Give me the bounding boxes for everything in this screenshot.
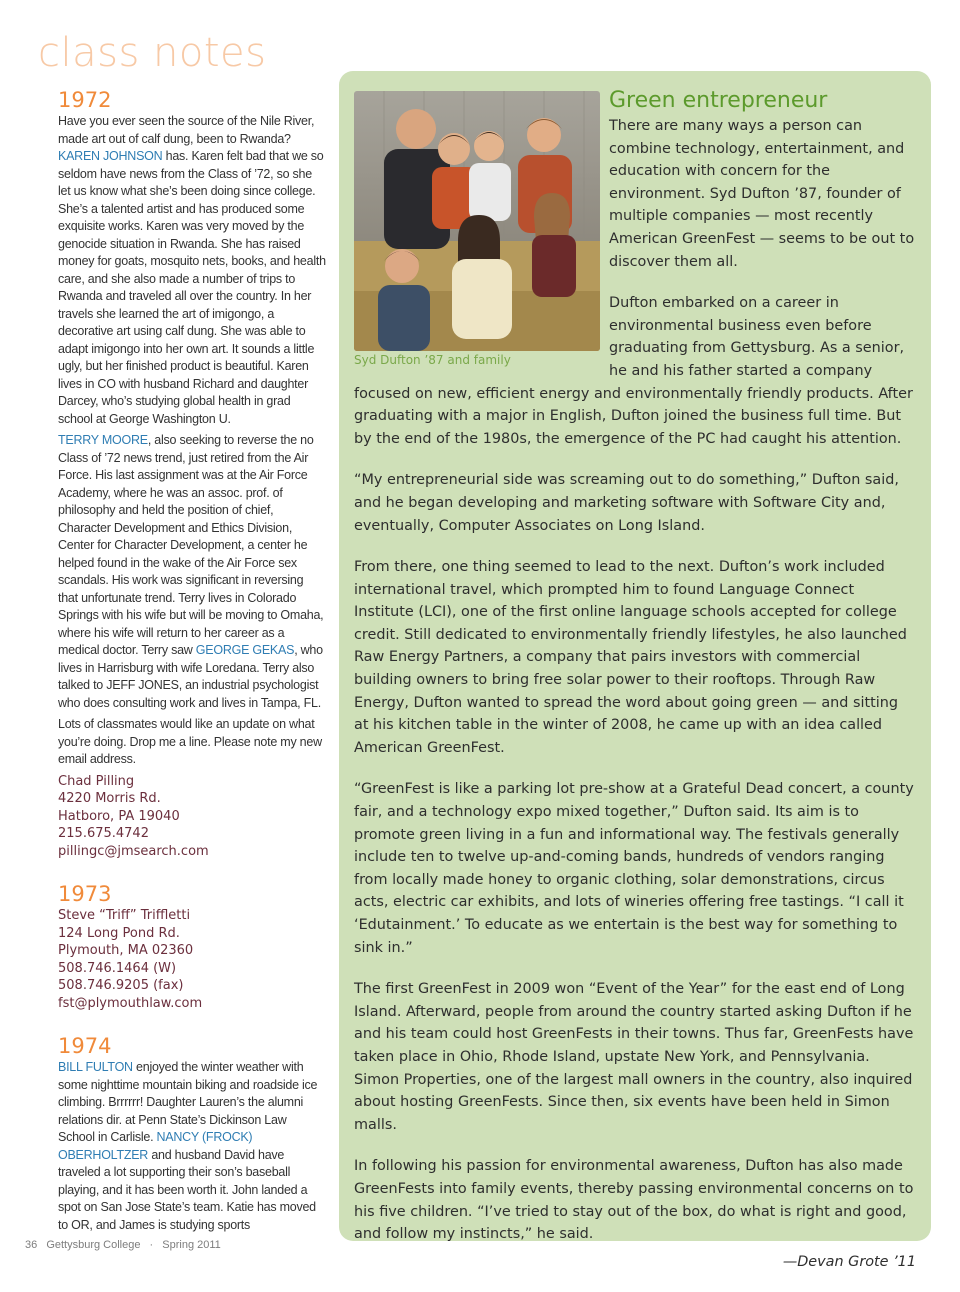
year-heading-1973: 1973: [58, 882, 112, 906]
footer-separator: ·: [149, 1239, 154, 1251]
note-paragraph: Lots of classmates would like an update on what you’re doing. Drop me a line. Please note my new email address.: [58, 717, 322, 766]
contact-phone-work: 508.746.1464 (W): [58, 960, 177, 976]
contact-street: 124 Long Pond Rd.: [58, 925, 180, 941]
photo-wrap-spacer: [354, 115, 609, 377]
article-paragraph: In following his passion for environmental awareness, Dufton has also made GreenFests into family events, thereby passing environmental concerns on to his five children. “I’ve tried to stay out of the box, do what is right and good, and follow my instincts,” he said.: [354, 1158, 914, 1243]
contact-email[interactable]: pillingc@jmsearch.com: [58, 843, 209, 859]
contact-name: Chad Pilling: [58, 773, 135, 789]
feature-title: Green entrepreneur: [609, 88, 828, 113]
contact-name: Steve “Triff” Triffletti: [58, 908, 191, 923]
contact-phone: 215.675.4742: [58, 826, 149, 841]
year-heading-1972: 1972: [58, 88, 112, 112]
note-text: Have you ever seen the source of the Nile River, made art out of calf dung, been to Rwanda?: [58, 114, 315, 146]
page-footer: [25, 1239, 227, 1251]
page-number: 36: [25, 1239, 38, 1251]
contact-city: Hatboro, PA 19040: [58, 808, 180, 824]
article-paragraph: There are many ways a person can combine technology, entertainment, and education with concern for the environment. Syd Dufton ’87, founder of multiple companies — most recently American GreenFest — seems to be out to discover them all.: [609, 118, 915, 270]
article-paragraph: From there, one thing seemed to lead to the next. Dufton’s work included international travel, which prompted him to found Language Connect Institute (LCI), one of the first online language schools accepted for college credit. Still dedicated to environmentally friendly lifestyles, he also launched Raw Energy Partners, a company that pairs investors with commercial building owners to bring free solar power to their rooftops. Through Raw Energy, Dufton wanted to spread the word about going green — and sitting at his kitchen table in the winter of 2008, he came up with an idea called American GreenFest.: [354, 559, 907, 756]
note-text: enjoyed the winter weather with some nighttime mountain biking and roadside ice climbing. Brrrrrr! Daughter Lauren’s the alumni relations dir. at Penn State’s Dickinson Law School in Carlisle.: [58, 1060, 318, 1144]
alumnus-name: KAREN JOHNSON: [58, 149, 163, 163]
class-notes-column: [58, 88, 326, 1238]
note-paragraph: [58, 1059, 326, 1234]
article-paragraph: Dufton embarked on a career in environmental business even before graduating from Gettysburg. As a senior, he and his father started a company focused on new, efficient energy and environmentally friendly products. After graduating with a major in English, Dufton joined the business full time. But by the end of the 1980s, the emergence of the PC had caught his attention.: [354, 295, 913, 447]
contact-fax: 508.746.9205 (fax): [58, 978, 184, 993]
alumnus-name: BILL FULTON: [58, 1060, 133, 1074]
article-byline: —Devan Grote ’11: [782, 1253, 916, 1270]
feature-sidebar: [339, 71, 931, 1270]
note-paragraph: [58, 113, 326, 428]
publication-name: Gettysburg College: [46, 1239, 141, 1251]
alumnus-name: GEORGE GEKAS: [195, 643, 295, 657]
note-text: and husband David have traveled a lot supporting their son’s baseball playing, and it has been worth it. John landed a spot on San Jose State’s team. Katie has moved to OR, and James is studying sports: [58, 1147, 316, 1232]
article-paragraph: The first GreenFest in 2009 won “Event of the Year” for the east end of Long Island. Afterward, people from around the country started asking Dufton if he and his team could host GreenFests in their towns. Thus far, GreenFests have taken place in Ohio, Rhode Island, upstate New York, and Pennsylvania. Simon Properties, one of the largest mall owners in the country, also inquired about hosting GreenFests. Since then, six events have been held in Simon malls.: [354, 981, 914, 1133]
feature-article: [354, 115, 916, 1292]
note-text: , who lives in Harrisburg with wife Loredana. Terry also talked to JEFF JONES, an industrial psychologist who does consulting work and lives in Tampa, FL.: [58, 643, 323, 710]
note-text: has. Karen felt bad that we so seldom have news from the Class of ’72, so she let us know what she’s been doing since college. She’s a talented artist and has produced some exquisite works. Karen was very moved by the genocide situation in Rwanda. She has raised money for goats, mosquito nets, books, and health care, and she also made a number of trips to Rwanda and traveled all over the country. In her travels she learned the art of imigongo, a decorative art using calf dung. She was able to adapt imigongo into her own art. It sounds a little ugly, but her finished product is beautiful. Karen lives in CO with husband Richard and daughter Darcey, who’s studying global health in grad school at George Washington U.: [58, 149, 326, 426]
alumnus-name: NANCY (FROCK) OBERHOLTZER: [58, 1130, 253, 1162]
alumnus-name: TERRY MOORE: [58, 433, 148, 447]
issue-date: Spring 2011: [162, 1239, 221, 1251]
note-text: , also seeking to reverse the no Class of ’72 news trend, just retired from the Air Force. His last assignment was at the Air Force Academy, where he was an assoc. prof. of philosophy and held the position of chief, Character Development and Ethics Division, Center for Character Development, a center he helped found in the wake of the Air Force sex scandals. His work was significant in reversing that unfortunate trend. Terry lives in Colorado Springs with his wife but will be moving to Omaha, where his wife will return to her career as a medical doctor. Terry saw: [58, 433, 324, 657]
contact-email[interactable]: fst@plymouthlaw.com: [58, 995, 203, 1011]
contact-street: 4220 Morris Rd.: [58, 791, 161, 806]
year-heading-1974: 1974: [58, 1034, 112, 1058]
class-secretary-contact: [58, 907, 326, 1012]
note-paragraph: [58, 432, 326, 712]
section-title: class notes: [38, 30, 267, 76]
article-paragraph: “GreenFest is like a parking lot pre-show at a Grateful Dead concert, a county fair, and a technology expo mixed together,” Dufton said. Its aim is to promote green living in a fun and informational way. The festivals generally include ten to twelve up-and-coming bands, hundreds of vendors ranging from locally made honey to organic clothing, solar demonstrations, circus acts, electric car exhibits, and lots of wineries offering free tastings. “I call it ‘Edutainment.’ To educate as we entertain is the best way for something to sink in.”: [354, 781, 914, 956]
class-secretary-contact: [58, 773, 326, 861]
article-paragraph: “My entrepreneurial side was screaming out to do something,” Dufton said, and he began developing and marketing software with Software City and, eventually, Computer Associates on Long Island.: [354, 472, 899, 534]
contact-city: Plymouth, MA 02360: [58, 943, 194, 958]
photo-caption: Syd Dufton ’87 and family: [354, 353, 511, 367]
